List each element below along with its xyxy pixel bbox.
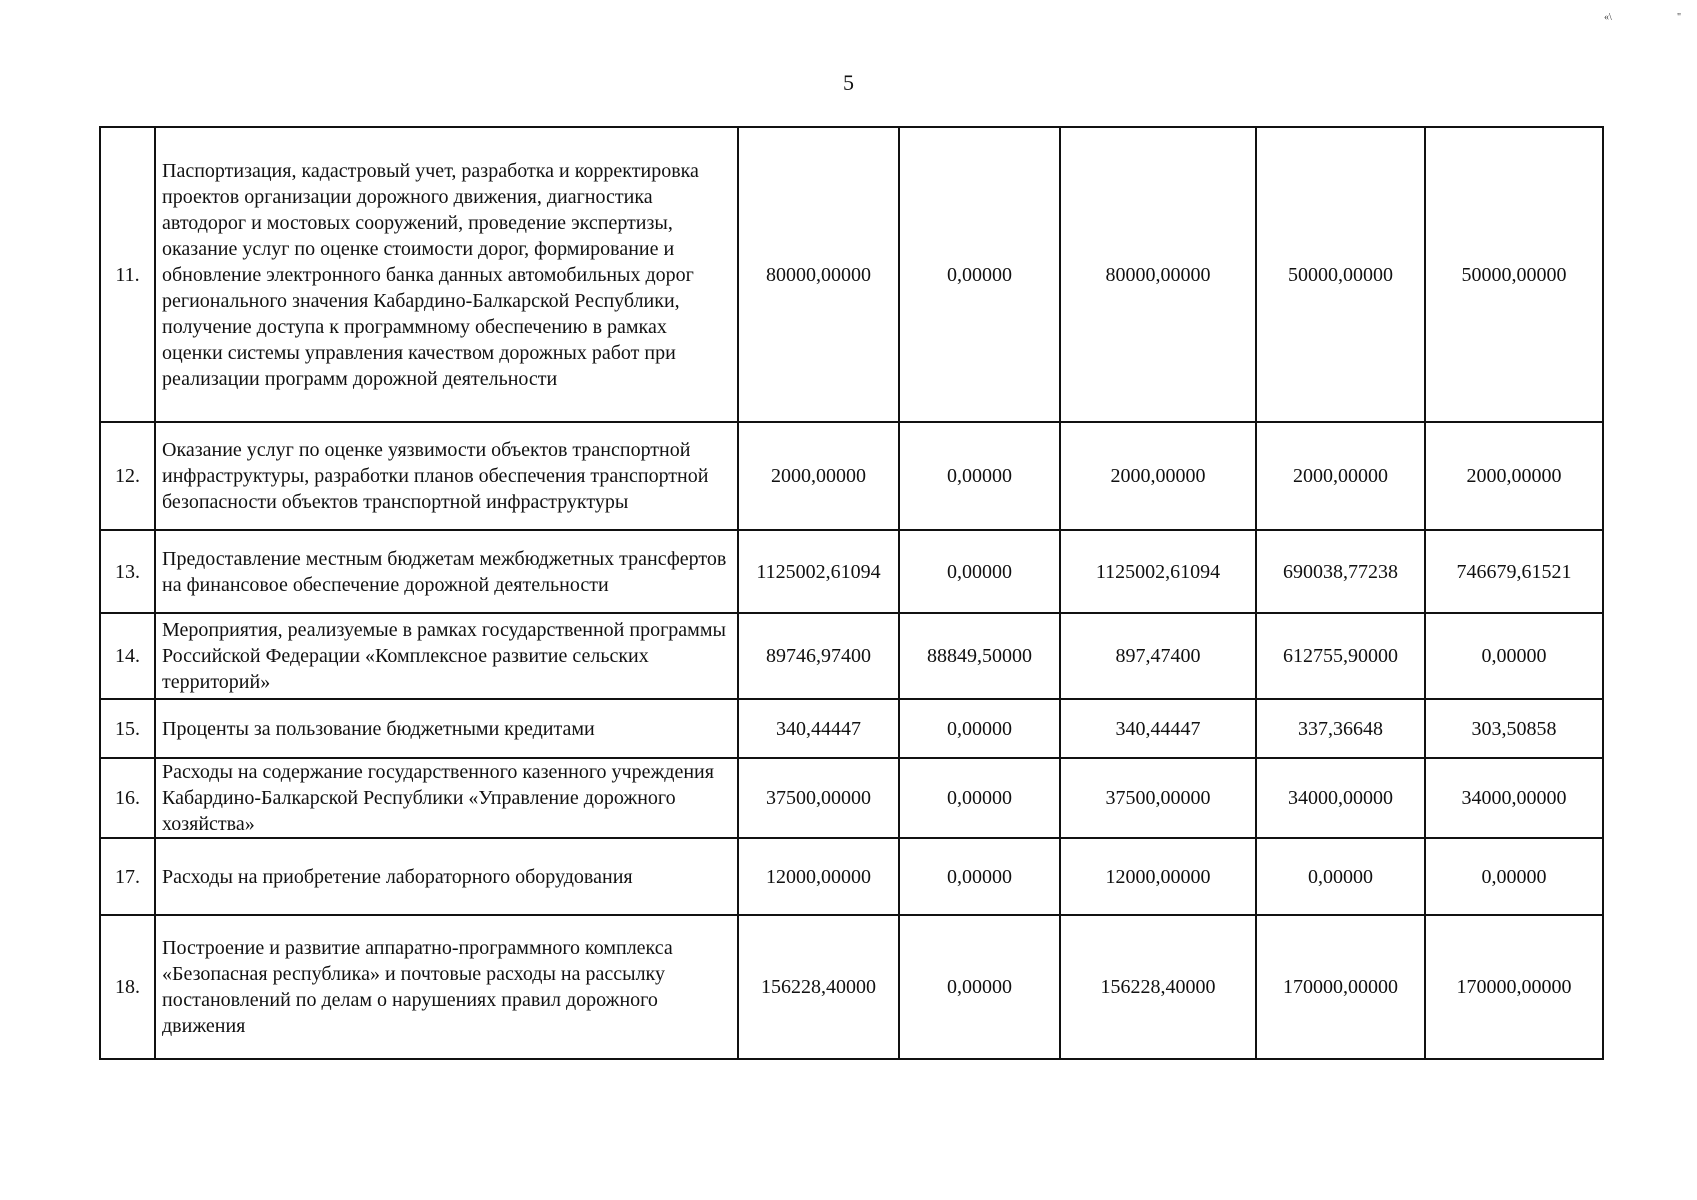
row-value-1: 80000,00000 — [738, 127, 899, 422]
corner-mark: " — [1677, 12, 1682, 23]
row-value-1: 1125002,61094 — [738, 530, 899, 613]
row-value-2: 88849,50000 — [899, 613, 1060, 699]
row-description: Построение и развитие аппаратно-программного комплекса «Безопасная республика» и почтовые расходы на рассылку постановлений по делам о нарушениях правил дорожного движения — [155, 915, 738, 1059]
row-number: 11. — [100, 127, 155, 422]
row-value-5: 303,50858 — [1425, 699, 1603, 758]
table-row — [100, 422, 1603, 530]
row-value-3: 37500,00000 — [1060, 758, 1256, 838]
row-value-5: 746679,61521 — [1425, 530, 1603, 613]
row-number: 15. — [100, 699, 155, 758]
table-row — [100, 915, 1603, 1059]
row-value-1: 89746,97400 — [738, 613, 899, 699]
row-value-1: 12000,00000 — [738, 838, 899, 915]
row-value-4: 2000,00000 — [1256, 422, 1425, 530]
row-value-4: 690038,77238 — [1256, 530, 1425, 613]
row-value-1: 37500,00000 — [738, 758, 899, 838]
row-number: 12. — [100, 422, 155, 530]
row-number: 17. — [100, 838, 155, 915]
budget-table — [99, 126, 1604, 1060]
row-value-3: 12000,00000 — [1060, 838, 1256, 915]
row-value-2: 0,00000 — [899, 530, 1060, 613]
row-description: Предоставление местным бюджетам межбюджетных трансфертов на финансовое обеспечение дорожной деятельности — [155, 530, 738, 613]
table-row — [100, 699, 1603, 758]
row-value-5: 0,00000 — [1425, 838, 1603, 915]
table-row — [100, 530, 1603, 613]
table-row — [100, 613, 1603, 699]
table-row — [100, 127, 1603, 422]
row-value-4: 337,36648 — [1256, 699, 1425, 758]
row-number: 14. — [100, 613, 155, 699]
row-value-5: 170000,00000 — [1425, 915, 1603, 1059]
row-value-5: 34000,00000 — [1425, 758, 1603, 838]
table-row — [100, 838, 1603, 915]
row-value-4: 170000,00000 — [1256, 915, 1425, 1059]
row-value-2: 0,00000 — [899, 915, 1060, 1059]
row-value-2: 0,00000 — [899, 758, 1060, 838]
row-value-5: 50000,00000 — [1425, 127, 1603, 422]
row-description: Оказание услуг по оценке уязвимости объектов транспортной инфраструктуры, разработки планов обеспечения транспортной безопасности объектов транспортной инфраструктуры — [155, 422, 738, 530]
row-description: Расходы на приобретение лабораторного оборудования — [155, 838, 738, 915]
row-value-3: 2000,00000 — [1060, 422, 1256, 530]
row-value-4: 0,00000 — [1256, 838, 1425, 915]
row-value-5: 2000,00000 — [1425, 422, 1603, 530]
row-value-2: 0,00000 — [899, 699, 1060, 758]
table-row — [100, 758, 1603, 838]
row-number: 16. — [100, 758, 155, 838]
row-value-3: 340,44447 — [1060, 699, 1256, 758]
row-value-2: 0,00000 — [899, 127, 1060, 422]
page-number: 5 — [843, 70, 854, 95]
row-value-1: 340,44447 — [738, 699, 899, 758]
row-description: Расходы на содержание государственного казенного учреждения Кабардино-Балкарской Республики «Управление дорожного хозяйства» — [155, 758, 738, 838]
corner-mark: «\ — [1604, 12, 1612, 23]
row-value-1: 156228,40000 — [738, 915, 899, 1059]
row-value-2: 0,00000 — [899, 838, 1060, 915]
row-value-3: 156228,40000 — [1060, 915, 1256, 1059]
row-value-4: 34000,00000 — [1256, 758, 1425, 838]
row-value-2: 0,00000 — [899, 422, 1060, 530]
row-number: 13. — [100, 530, 155, 613]
row-value-3: 80000,00000 — [1060, 127, 1256, 422]
row-value-4: 612755,90000 — [1256, 613, 1425, 699]
row-value-3: 1125002,61094 — [1060, 530, 1256, 613]
row-description: Паспортизация, кадастровый учет, разработка и корректировка проектов организации дорожного движения, диагностика автодорог и мостовых сооружений, проведение экспертизы, оказание услуг по оценке стоимости дорог, формирование и обновление электронного банка данных автомобильных дорог регионального значения Кабардино-Балкарской Республики, получение доступа к программному обеспечению в рамках оценки системы управления качеством дорожных работ при реализации программ дорожной деятельности — [155, 127, 738, 422]
row-value-5: 0,00000 — [1425, 613, 1603, 699]
row-value-4: 50000,00000 — [1256, 127, 1425, 422]
row-value-3: 897,47400 — [1060, 613, 1256, 699]
row-description: Мероприятия, реализуемые в рамках государственной программы Российской Федерации «Комплексное развитие сельских территорий» — [155, 613, 738, 699]
row-number: 18. — [100, 915, 155, 1059]
row-description: Проценты за пользование бюджетными кредитами — [155, 699, 738, 758]
row-value-1: 2000,00000 — [738, 422, 899, 530]
